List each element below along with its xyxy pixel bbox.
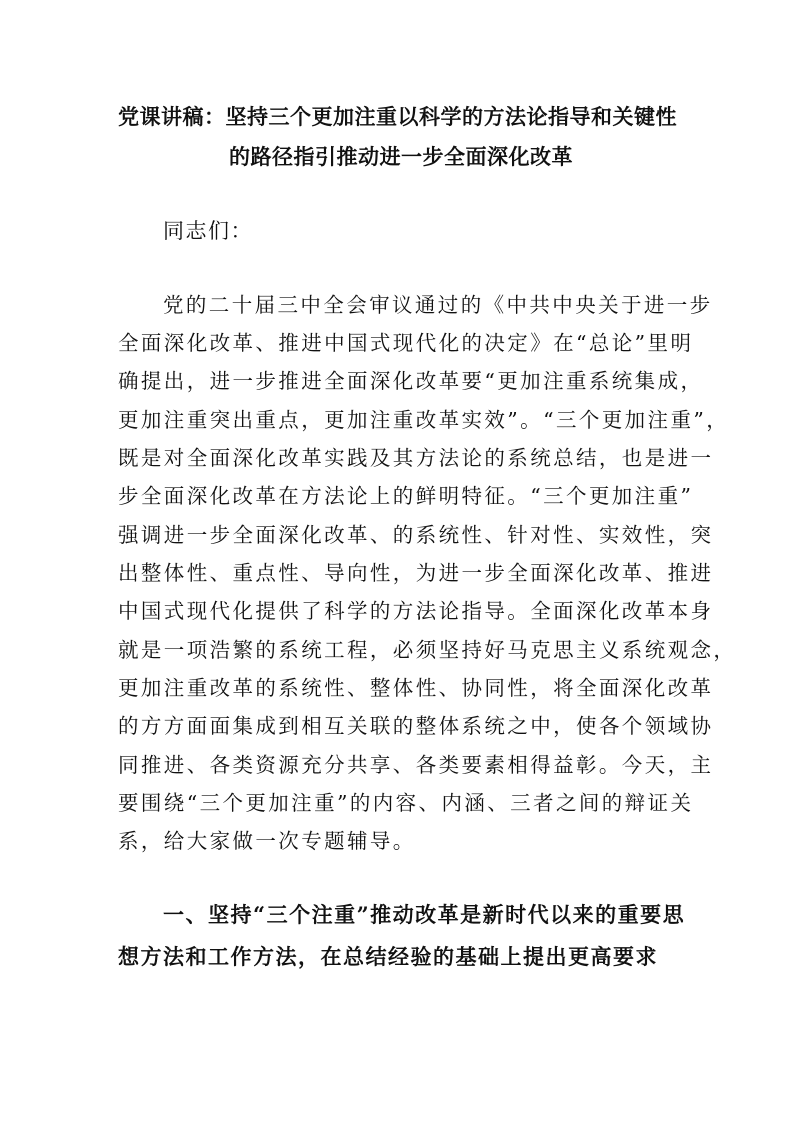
- document-title-line-1: 党课讲稿：坚持三个更加注重以科学的方法论指导和关键性: [118, 104, 677, 129]
- paragraph-line: 出整体性、重点性、导向性，为进一步全面深化改革、推进: [118, 561, 714, 585]
- paragraph-line: 全面深化改革、推进中国式现代化的决定》在“总论”里明: [118, 331, 694, 355]
- document-title-line-2: 的路径指引推动进一步全面深化改革: [229, 144, 573, 169]
- paragraph-line: 强调进一步全面深化改革、的系统性、针对性、实效性，突: [118, 523, 714, 547]
- paragraph-line: 同推进、各类资源充分共享、各类要素相得益彰。今天，主: [118, 753, 714, 777]
- paragraph-line: 要围绕“三个更加注重”的内容、内涵、三者之间的辩证关: [118, 791, 694, 815]
- section-heading-line-2: 想方法和工作方法，在总结经验的基础上提出更高要求: [118, 944, 658, 969]
- paragraph-line: 步全面深化改革在方法论上的鲜明特征。“三个更加注重”: [118, 484, 694, 508]
- paragraph-line: 更加注重改革的系统性、整体性、协同性，将全面深化改革: [118, 676, 714, 700]
- paragraph-line: 系，给大家做一次专题辅导。: [118, 829, 416, 853]
- paragraph-line: 既是对全面深化改革实践及其方法论的系统总结，也是进一: [118, 446, 714, 470]
- paragraph-line: 中国式现代化提供了科学的方法论指导。全面深化改革本身: [118, 599, 714, 623]
- paragraph-line: 就是一项浩繁的系统工程，必须坚持好马克思主义系统观念，: [118, 638, 737, 662]
- paragraph-line: 的方方面面集成到相互关联的整体系统之中，使各个领域协: [118, 714, 714, 738]
- section-heading-line-1: 一、坚持“三个注重”推动改革是新时代以来的重要思: [163, 902, 686, 927]
- paragraph-line: 确提出，进一步推进全面深化改革要“更加注重系统集成，: [118, 369, 704, 393]
- paragraph-line: 党的二十届三中全会审议通过的《中共中央关于进一步: [163, 293, 713, 317]
- paragraph-line: 更加注重突出重点，更加注重改革实效”。“三个更加注重”，: [118, 408, 730, 432]
- salutation: 同志们：: [163, 219, 253, 243]
